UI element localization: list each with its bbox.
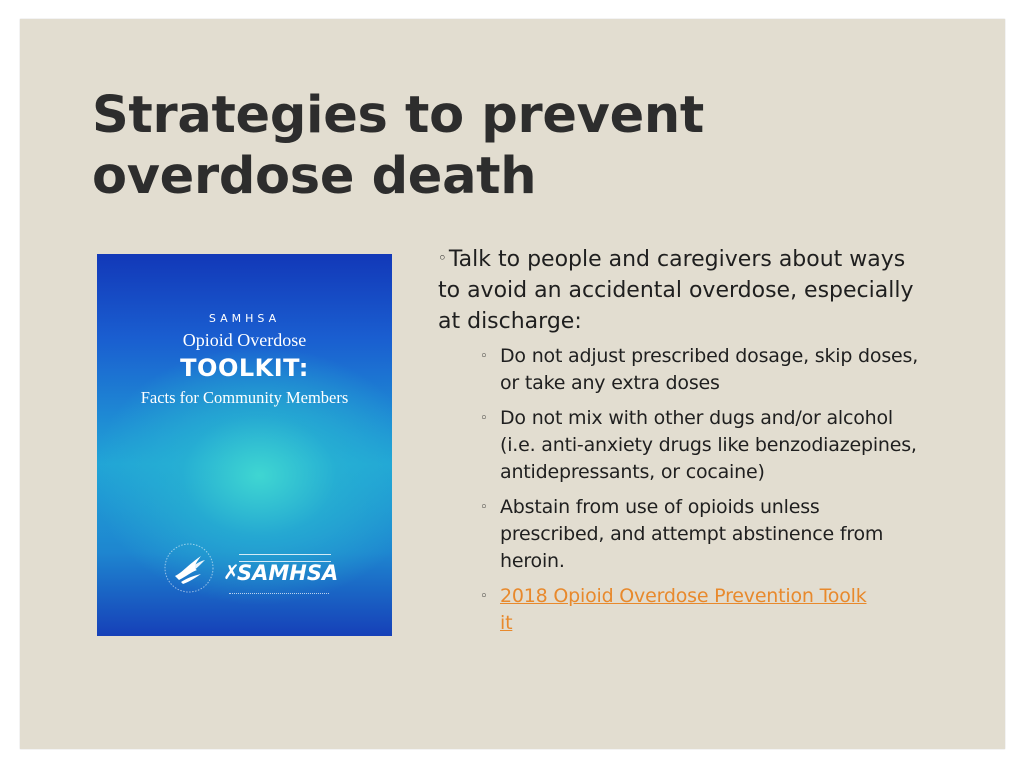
toolkit-link[interactable] [500, 585, 867, 634]
sub-bullet-list [438, 343, 928, 637]
cover-agency-text: SAMHSA [208, 312, 281, 325]
cover-main-title: TOOLKIT: [180, 354, 309, 382]
cover-subtitle: Opioid Overdose [182, 330, 307, 350]
toolkit-link-line-1[interactable]: 2018 Opioid Overdose Prevention Toolk [500, 585, 867, 607]
sub-bullet-marker-icon: ◦ [480, 500, 488, 515]
sub-bullet-marker-icon: ◦ [480, 349, 488, 364]
sub-bullet-text: Do not adjust prescribed dosage, skip doses, or take any extra doses [500, 345, 919, 394]
slide-title-line-1: Strategies to prevent [92, 86, 704, 145]
list-item [438, 343, 928, 397]
cover-footer-contact [229, 593, 329, 597]
sub-bullet-text: Do not mix with other dugs and/or alcohol (i.e. anti-anxiety drugs like benzodiazepines, antidepressants, or cocaine) [500, 407, 917, 483]
slide-title-line-2: overdose death [92, 147, 537, 206]
samhsa-logo-text: SAMHSA [237, 561, 339, 585]
list-item [438, 494, 928, 575]
slide [20, 19, 1005, 749]
list-item [438, 583, 928, 637]
main-bullet [438, 243, 928, 337]
sub-bullet-text: Abstain from use of opioids unless prescribed, and attempt abstinence from heroin. [500, 496, 884, 572]
hhs-eagle-seal-icon [163, 542, 215, 594]
sub-bullet-marker-icon: ◦ [480, 411, 488, 426]
main-bullet-text: Talk to people and caregivers about ways to avoid an accidental overdose, especially at discharge: [438, 247, 914, 334]
toolkit-link-line-2[interactable]: it [500, 612, 513, 634]
sub-bullet-marker-icon: ◦ [480, 589, 488, 604]
list-item [438, 405, 928, 486]
toolkit-cover-image [97, 254, 392, 636]
cover-facts-line: Facts for Community Members [140, 388, 349, 407]
bullet-content [438, 243, 928, 645]
bullet-marker-icon: ◦ [438, 249, 447, 267]
samhsa-logo [223, 554, 339, 588]
logo-figure-icon: ✗ [223, 560, 240, 584]
slide-title [92, 85, 792, 207]
